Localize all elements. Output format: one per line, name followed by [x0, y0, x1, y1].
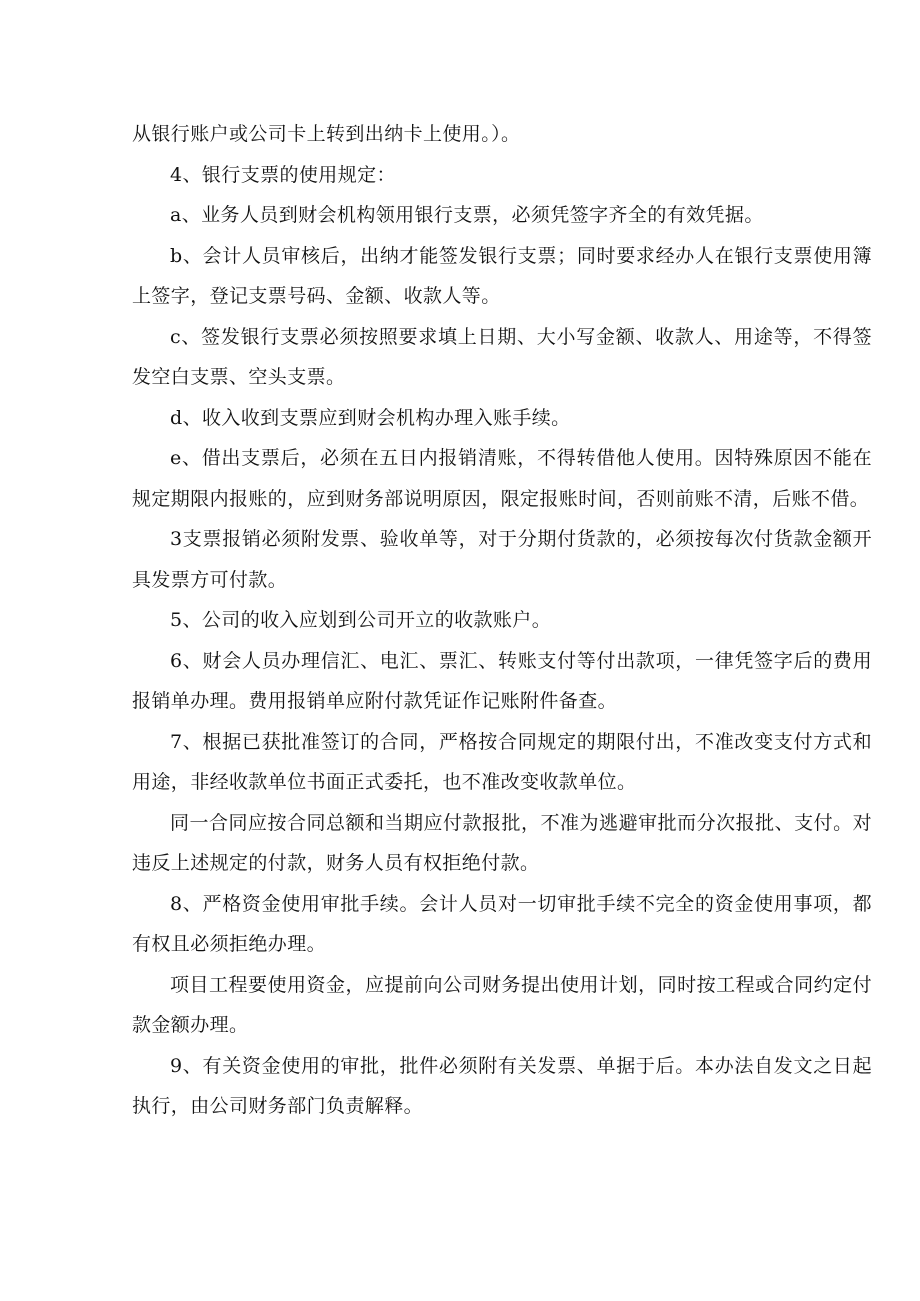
paragraph-11: 同一合同应按合同总额和当期应付款报批，不准为逃避审批而分次报批、支付。对违反上述规定的付款，财务人员有权拒绝付款。: [132, 811, 872, 874]
paragraph-10: 7、根据已获批准签订的合同，严格按合同规定的期限付出，不准改变支付方式和用途，非经收款单位书面正式委托，也不准改变收款单位。: [132, 730, 872, 793]
paragraph-0: 从银行账户或公司卡上转到出纳卡上使用。）。: [132, 123, 521, 145]
paragraph-5: d、收入收到支票应到财会机构办理入账手续。: [170, 406, 571, 429]
paragraph-12: 8、严格资金使用审批手续。会计人员对一切审批手续不完全的资金使用事项，都有权且必须拒绝办理。: [132, 892, 872, 955]
paragraph-7: 3支票报销必须附发票、验收单等，对于分期付货款的，必须按每次付货款金额开具发票方可付款。: [132, 528, 872, 591]
paragraph-3: b、会计人员审核后，出纳才能签发银行支票；同时要求经办人在银行支票使用簿上签字，登记支票号码、金额、收款人等。: [132, 244, 872, 307]
paragraph-13: 项目工程要使用资金，应提前向公司财务提出使用计划，同时按工程或合同约定付款金额办理。: [132, 973, 872, 1036]
paragraph-4: c、签发银行支票必须按照要求填上日期、大小写金额、收款人、用途等，不得签发空白支票、空头支票。: [132, 325, 872, 388]
paragraph-1: 4、银行支票的使用规定：: [170, 163, 396, 186]
paragraph-9: 6、财会人员办理信汇、电汇、票汇、转账支付等付出款项，一律凭签字后的费用报销单办理。费用报销单应附付款凭证作记账附件备查。: [132, 649, 872, 712]
paragraph-2: a、业务人员到财会机构领用银行支票，必须凭签字齐全的有效凭据。: [170, 204, 764, 226]
paragraph-8: 5、公司的收入应划到公司开立的收款账户。: [170, 609, 552, 631]
paragraph-14: 9、有关资金使用的审批，批件必须附有关发票、单据于后。本办法自发文之日起执行，由公司财务部门负责解释。: [132, 1054, 872, 1117]
document-body: [132, 114, 872, 1127]
paragraph-6: e、借出支票后，必须在五日内报销清账，不得转借他人使用。因特殊原因不能在规定期限内报账的，应到财务部说明原因，限定报账时间，否则前账不清，后账不借。: [132, 447, 872, 510]
